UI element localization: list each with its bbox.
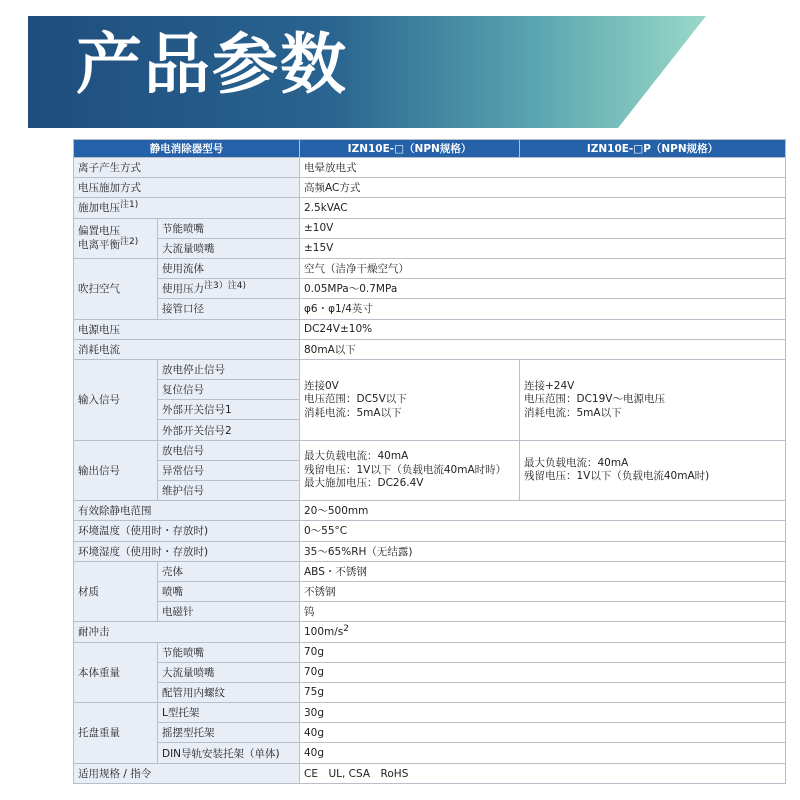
pnp-output-spec bbox=[520, 440, 786, 501]
row-label: 输出信号 bbox=[74, 440, 158, 501]
sub-label: 大流量喷嘴 bbox=[158, 662, 300, 682]
table-row bbox=[74, 440, 786, 460]
row-value: 35～65%RH（无结露) bbox=[300, 541, 786, 561]
table-row bbox=[74, 178, 786, 198]
label-text: 施加电压 bbox=[78, 202, 120, 215]
spec-line: 最大施加电压：DC26.4V bbox=[304, 477, 424, 490]
sub-label: 外部开关信号2 bbox=[158, 420, 300, 440]
table-row bbox=[74, 339, 786, 359]
table-row bbox=[74, 198, 786, 218]
sub-label: 放电信号 bbox=[158, 440, 300, 460]
table-row bbox=[74, 743, 786, 763]
spec-line: 残留电压：1V以下（负载电流40mA时時） bbox=[304, 463, 507, 476]
table-row bbox=[74, 218, 786, 238]
row-label: 环境温度（使用时・存放时) bbox=[74, 521, 300, 541]
row-value: 70g bbox=[300, 642, 786, 662]
row-value: DC24V±10% bbox=[300, 319, 786, 339]
row-value: 高频AC方式 bbox=[300, 178, 786, 198]
row-value: 电晕放电式 bbox=[300, 158, 786, 178]
row-value: 0～55°C bbox=[300, 521, 786, 541]
header-npn: IZN10E-□（NPN规格） bbox=[300, 140, 520, 158]
row-value: 0.05MPa～0.7MPa bbox=[300, 279, 786, 299]
row-value: CE UL, CSA RoHS bbox=[300, 763, 786, 783]
row-label: 离子产生方式 bbox=[74, 158, 300, 178]
sub-label: 外部开关信号1 bbox=[158, 400, 300, 420]
table-row bbox=[74, 158, 786, 178]
sub-label: 节能喷嘴 bbox=[158, 218, 300, 238]
spec-line: 消耗电流：5mA以下 bbox=[304, 406, 402, 419]
sub-label: DIN导轨安装托架（单体) bbox=[158, 743, 300, 763]
table-row bbox=[74, 299, 786, 319]
banner bbox=[0, 0, 800, 128]
row-label: 电源电压 bbox=[74, 319, 300, 339]
footnote: 注3）注4) bbox=[204, 281, 246, 292]
row-value: ABS・不锈钢 bbox=[300, 561, 786, 581]
table-row bbox=[74, 622, 786, 642]
table-row bbox=[74, 501, 786, 521]
label-line: 偏置电压 bbox=[78, 225, 120, 238]
table-row bbox=[74, 541, 786, 561]
table-row bbox=[74, 238, 786, 258]
header-model: 静电消除器型号 bbox=[74, 140, 300, 158]
sub-label: L型托架 bbox=[158, 703, 300, 723]
row-value: 20～500mm bbox=[300, 501, 786, 521]
table-row bbox=[74, 642, 786, 662]
footnote: 注1) bbox=[120, 200, 139, 211]
table-header-row bbox=[74, 140, 786, 158]
table-row bbox=[74, 723, 786, 743]
sub-label: 使用流体 bbox=[158, 258, 300, 278]
spec-line: 电压范围：DC19V～电源电压 bbox=[524, 393, 665, 405]
spec-line: 消耗电流：5mA以下 bbox=[524, 406, 622, 419]
row-label: 电压施加方式 bbox=[74, 178, 300, 198]
sub-label: 电磁针 bbox=[158, 602, 300, 622]
row-value: 40g bbox=[300, 743, 786, 763]
sub-label: 放电停止信号 bbox=[158, 359, 300, 379]
row-label: 消耗电流 bbox=[74, 339, 300, 359]
page-title: 产品参数 bbox=[76, 26, 348, 103]
label-line: 电离平衡 bbox=[78, 239, 120, 252]
sub-label: 配管用内螺纹 bbox=[158, 682, 300, 702]
row-value: 30g bbox=[300, 703, 786, 723]
row-label: 耐冲击 bbox=[74, 622, 300, 642]
npn-output-spec bbox=[300, 440, 520, 501]
label-text: 使用压力 bbox=[162, 283, 204, 296]
sub-label bbox=[158, 279, 300, 299]
row-label: 有效除静电范围 bbox=[74, 501, 300, 521]
spec-line: 连接0V bbox=[304, 379, 339, 392]
row-label: 本体重量 bbox=[74, 642, 158, 703]
row-value: 空气（洁净干燥空气） bbox=[300, 258, 786, 278]
value-text: 100m/s bbox=[304, 625, 344, 638]
table-row bbox=[74, 602, 786, 622]
row-label: 材质 bbox=[74, 561, 158, 622]
sub-label: 接管口径 bbox=[158, 299, 300, 319]
sub-label: 摇摆型托架 bbox=[158, 723, 300, 743]
table-row bbox=[74, 279, 786, 299]
row-value: 不锈钢 bbox=[300, 581, 786, 601]
row-value: 40g bbox=[300, 723, 786, 743]
row-label bbox=[74, 218, 158, 258]
row-value: 80mA以下 bbox=[300, 339, 786, 359]
footnote: 注2) bbox=[120, 237, 139, 248]
sub-label: 节能喷嘴 bbox=[158, 642, 300, 662]
pnp-input-spec bbox=[520, 359, 786, 440]
spec-line: 连接+24V bbox=[524, 379, 575, 392]
sub-label: 维护信号 bbox=[158, 481, 300, 501]
spec-line: 最大负载电流：40mA bbox=[524, 456, 629, 469]
table-row bbox=[74, 359, 786, 379]
spec-line: 残留电压：1V以下（负载电流40mA时) bbox=[524, 470, 710, 483]
sub-label: 喷嘴 bbox=[158, 581, 300, 601]
table-row bbox=[74, 581, 786, 601]
row-value: φ6・φ1/4英寸 bbox=[300, 299, 786, 319]
row-value: ±10V bbox=[300, 218, 786, 238]
table-row bbox=[74, 703, 786, 723]
header-pnp: IZN10E-□P（NPN规格） bbox=[520, 140, 786, 158]
row-label: 吹扫空气 bbox=[74, 258, 158, 319]
row-label: 输入信号 bbox=[74, 359, 158, 440]
table-row bbox=[74, 521, 786, 541]
row-value: 钨 bbox=[300, 602, 786, 622]
row-value bbox=[300, 622, 786, 642]
sub-label: 壳体 bbox=[158, 561, 300, 581]
table-row bbox=[74, 682, 786, 702]
sub-label: 异常信号 bbox=[158, 460, 300, 480]
superscript: 2 bbox=[343, 623, 350, 634]
row-value: 2.5kVAC bbox=[300, 198, 786, 218]
table-row bbox=[74, 763, 786, 783]
spec-line: 电压范围：DC5V以下 bbox=[304, 393, 407, 405]
row-value: 70g bbox=[300, 662, 786, 682]
table-row bbox=[74, 662, 786, 682]
row-value: 75g bbox=[300, 682, 786, 702]
table-row bbox=[74, 258, 786, 278]
sub-label: 大流量喷嘴 bbox=[158, 238, 300, 258]
table-row bbox=[74, 561, 786, 581]
row-label: 适用规格 / 指令 bbox=[74, 763, 300, 783]
row-label bbox=[74, 198, 300, 218]
row-label: 环境湿度（使用时・存放时) bbox=[74, 541, 300, 561]
row-value: ±15V bbox=[300, 238, 786, 258]
table-row bbox=[74, 319, 786, 339]
spec-line: 最大负载电流：40mA bbox=[304, 450, 409, 463]
spec-table bbox=[73, 139, 786, 784]
row-label: 托盘重量 bbox=[74, 703, 158, 764]
sub-label: 复位信号 bbox=[158, 380, 300, 400]
npn-input-spec bbox=[300, 359, 520, 440]
